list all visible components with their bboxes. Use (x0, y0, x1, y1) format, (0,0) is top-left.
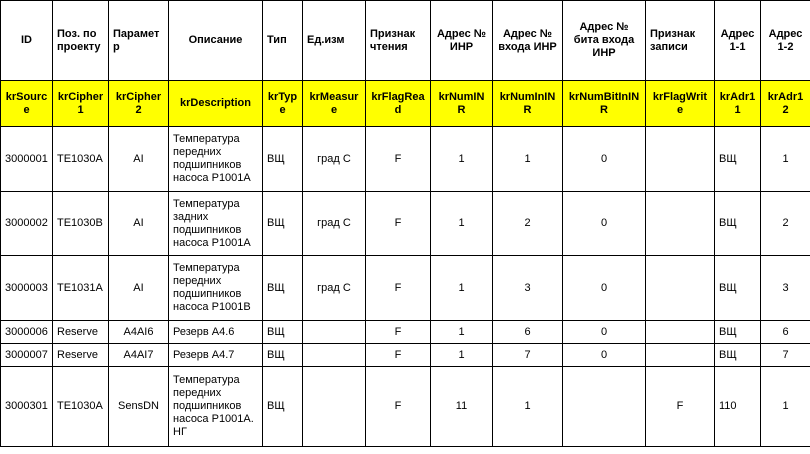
cell-measure[interactable] (303, 367, 366, 447)
cell-flag-write[interactable] (646, 321, 715, 344)
cell-measure[interactable]: град С (303, 256, 366, 321)
cell-num-in-inr[interactable]: 1 (493, 367, 563, 447)
cell-num-in-inr[interactable]: 1 (493, 127, 563, 192)
cell-adr12[interactable]: 2 (761, 192, 810, 256)
cell-id[interactable]: 3000003 (1, 256, 53, 321)
hdr-num-in-inr[interactable]: Адрес № входа ИНР (493, 1, 563, 81)
cell-id[interactable]: 3000007 (1, 344, 53, 367)
hdr-description[interactable]: Описание (169, 1, 263, 81)
cell-flag-read[interactable]: F (366, 256, 431, 321)
cell-flag-write[interactable] (646, 256, 715, 321)
key-id[interactable]: krSource (1, 81, 53, 127)
table-row (1, 256, 810, 321)
table-row (1, 192, 810, 256)
cell-num-in-inr[interactable]: 7 (493, 344, 563, 367)
cell-parameter[interactable]: AI (109, 127, 169, 192)
key-flag-write[interactable]: krFlagWrite (646, 81, 715, 127)
hdr-num-bit-in-inr[interactable]: Адрес № бита входа ИНР (563, 1, 646, 81)
hdr-measure[interactable]: Ед.изм (303, 1, 366, 81)
cell-adr11[interactable]: ВЩ (715, 127, 761, 192)
cell-num-inr[interactable]: 11 (431, 367, 493, 447)
hdr-type[interactable]: Тип (263, 1, 303, 81)
key-position[interactable]: krCipher1 (53, 81, 109, 127)
cell-adr11[interactable]: ВЩ (715, 256, 761, 321)
cell-type[interactable]: ВЩ (263, 127, 303, 192)
cell-num-inr[interactable]: 1 (431, 321, 493, 344)
cell-measure[interactable] (303, 344, 366, 367)
cell-num-bit-in-inr[interactable]: 0 (563, 192, 646, 256)
cell-measure[interactable] (303, 321, 366, 344)
cell-measure[interactable]: град С (303, 192, 366, 256)
cell-flag-write[interactable] (646, 127, 715, 192)
key-num-in-inr[interactable]: krNumInINR (493, 81, 563, 127)
cell-description[interactable]: Резерв А4.7 (169, 344, 263, 367)
cell-position[interactable]: Reserve (53, 344, 109, 367)
key-flag-read[interactable]: krFlagRead (366, 81, 431, 127)
cell-type[interactable]: ВЩ (263, 321, 303, 344)
cell-id[interactable]: 3000002 (1, 192, 53, 256)
cell-flag-write[interactable] (646, 192, 715, 256)
header-row (1, 1, 810, 81)
cell-adr12[interactable]: 3 (761, 256, 810, 321)
cell-id[interactable]: 3000001 (1, 127, 53, 192)
key-description[interactable]: krDescription (169, 81, 263, 127)
cell-adr11[interactable]: ВЩ (715, 321, 761, 344)
cell-num-in-inr[interactable]: 3 (493, 256, 563, 321)
cell-adr11[interactable]: 110 (715, 367, 761, 447)
cell-flag-read[interactable]: F (366, 192, 431, 256)
cell-flag-read[interactable]: F (366, 367, 431, 447)
cell-parameter[interactable]: SensDN (109, 367, 169, 447)
cell-description[interactable]: Температура передних подшипников насоса Р1001А (169, 127, 263, 192)
cell-flag-write[interactable]: F (646, 367, 715, 447)
key-adr12[interactable]: krAdr12 (761, 81, 810, 127)
cell-num-in-inr[interactable]: 2 (493, 192, 563, 256)
cell-flag-read[interactable]: F (366, 127, 431, 192)
cell-flag-read[interactable]: F (366, 344, 431, 367)
cell-adr12[interactable]: 1 (761, 127, 810, 192)
cell-type[interactable]: ВЩ (263, 367, 303, 447)
key-adr11[interactable]: krAdr11 (715, 81, 761, 127)
cell-type[interactable]: ВЩ (263, 192, 303, 256)
cell-measure[interactable]: град С (303, 127, 366, 192)
cell-parameter[interactable]: A4AI7 (109, 344, 169, 367)
cell-description[interactable]: Температура задних подшипников насоса Р1001А (169, 192, 263, 256)
cell-adr12[interactable]: 1 (761, 367, 810, 447)
cell-num-bit-in-inr[interactable]: 0 (563, 321, 646, 344)
cell-num-inr[interactable]: 1 (431, 256, 493, 321)
hdr-adr12[interactable]: Адрес 1-2 (761, 1, 810, 81)
cell-type[interactable]: ВЩ (263, 344, 303, 367)
key-num-bit-in-inr[interactable]: krNumBitInINR (563, 81, 646, 127)
cell-num-bit-in-inr[interactable]: 0 (563, 344, 646, 367)
cell-num-inr[interactable]: 1 (431, 127, 493, 192)
cell-description[interactable]: Температура передних подшипников насоса Р1001В (169, 256, 263, 321)
cell-parameter[interactable]: AI (109, 192, 169, 256)
hdr-num-inr[interactable]: Адрес № ИНР (431, 1, 493, 81)
cell-parameter[interactable]: AI (109, 256, 169, 321)
cell-position[interactable]: TE1031A (53, 256, 109, 321)
hdr-position[interactable]: Поз. по проекту (53, 1, 109, 81)
cell-position[interactable]: Reserve (53, 321, 109, 344)
table-row (1, 127, 810, 192)
cell-num-bit-in-inr[interactable]: 0 (563, 127, 646, 192)
field-key-row (1, 81, 810, 127)
cell-type[interactable]: ВЩ (263, 256, 303, 321)
cell-flag-read[interactable]: F (366, 321, 431, 344)
cell-id[interactable]: 3000006 (1, 321, 53, 344)
cell-position[interactable]: TE1030A (53, 127, 109, 192)
key-num-inr[interactable]: krNumINR (431, 81, 493, 127)
cell-num-inr[interactable]: 1 (431, 344, 493, 367)
hdr-flag-write[interactable]: Признак записи (646, 1, 715, 81)
cell-num-inr[interactable]: 1 (431, 192, 493, 256)
cell-position[interactable]: TE1030A (53, 367, 109, 447)
key-measure[interactable]: krMeasure (303, 81, 366, 127)
cell-num-bit-in-inr[interactable] (563, 367, 646, 447)
cell-adr12[interactable]: 6 (761, 321, 810, 344)
cell-id[interactable]: 3000301 (1, 367, 53, 447)
cell-adr11[interactable]: ВЩ (715, 344, 761, 367)
table-row (1, 367, 810, 447)
cell-num-bit-in-inr[interactable]: 0 (563, 256, 646, 321)
cell-adr12[interactable]: 7 (761, 344, 810, 367)
cell-flag-write[interactable] (646, 344, 715, 367)
key-parameter[interactable]: krCipher2 (109, 81, 169, 127)
cell-adr11[interactable]: ВЩ (715, 192, 761, 256)
table-row (1, 321, 810, 344)
cell-parameter[interactable]: A4AI6 (109, 321, 169, 344)
cell-description[interactable]: Температура передних подшипников насоса Р1001А. НГ (169, 367, 263, 447)
hdr-parameter[interactable]: Параметр (109, 1, 169, 81)
key-type[interactable]: krType (263, 81, 303, 127)
hdr-adr11[interactable]: Адрес 1-1 (715, 1, 761, 81)
cell-description[interactable]: Резерв А4.6 (169, 321, 263, 344)
table-row (1, 344, 810, 367)
cell-num-in-inr[interactable]: 6 (493, 321, 563, 344)
cell-position[interactable]: TE1030B (53, 192, 109, 256)
hdr-id[interactable]: ID (1, 1, 53, 81)
hdr-flag-read[interactable]: Признак чтения (366, 1, 431, 81)
